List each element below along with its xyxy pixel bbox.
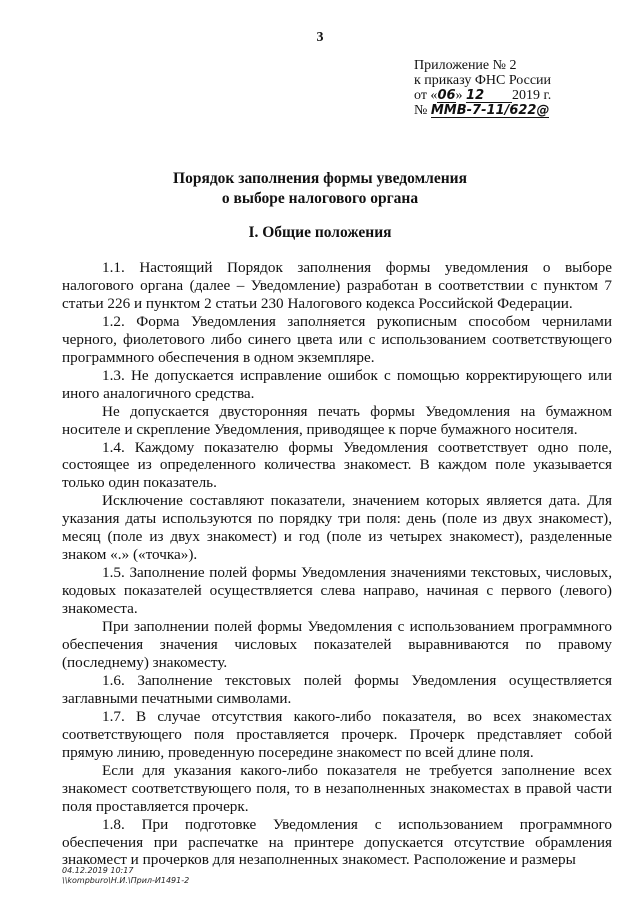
appendix-order-ref: к приказу ФНС России — [414, 73, 552, 88]
number-prefix: № — [414, 103, 431, 118]
appendix-date — [414, 88, 624, 103]
appendix-number — [414, 103, 624, 118]
section-title: I. Общие положения — [248, 224, 392, 241]
footer-file-path: \\kompburo\Н.И.\Прил-И1491-2 — [62, 876, 190, 885]
paragraph-1-7-continued: Если для указания какого-либо показателя не требуется заполнение всех знакомест соответствующего поля, то в незаполненных знакоместах в правой части поля проставляется прочерк. — [62, 761, 612, 815]
date-month-handwritten: 12 — [466, 89, 512, 103]
paragraph-1-4-continued: Исключение составляют показатели, значением которых является дата. Для указания даты используются по порядку три поля: день (поле из двух знакомест), месяц (поле из двух знакомест) и год (поле из четырех знакомест), разделенные знаком «.» («точка»). — [62, 492, 612, 564]
appendix-block — [414, 58, 624, 118]
order-number-handwritten: ММВ-7-11/622@ — [430, 103, 550, 118]
document-title — [0, 169, 640, 209]
paragraph-1-5: 1.5. Заполнение полей формы Уведомления значениями текстовых, числовых, кодовых показателей осуществляется слева направо, начиная с первого (левого) знакоместа. — [62, 564, 612, 618]
footer-timestamp: 04.12.2019 10:17 — [62, 866, 134, 875]
title-line-1: Порядок заполнения формы уведомления — [173, 170, 467, 187]
date-year: 2019 г. — [512, 88, 552, 103]
paragraph-1-8: 1.8. При подготовке Уведомления с использованием программного обеспечения при распечатке на принтере допускается отсутствие обрамления знакомест и прочерков для незаполненных знакомест. Расположение и размеры — [62, 815, 612, 869]
paragraph-1-4: 1.4. Каждому показателю формы Уведомления соответствует одно поле, состоящее из определенного количества знакомест. В каждом поле указывается только один показатель. — [62, 438, 612, 492]
appendix-title: Приложение № 2 — [414, 58, 517, 73]
paragraph-1-3: 1.3. Не допускается исправление ошибок с помощью корректирующего или иного аналогичного средства. — [62, 366, 612, 402]
date-mid: » — [455, 88, 467, 103]
paragraph-1-2: 1.2. Форма Уведомления заполняется рукописным способом чернилами черного, фиолетового либо синего цвета или с использованием соответствующего программного обеспечения в одном экземпляре. — [62, 312, 612, 366]
body-text — [62, 259, 612, 869]
paragraph-1-5-continued: При заполнении полей формы Уведомления с использованием программного обеспечения значения числовых показателей выравниваются по правому (последнему) знакоместу. — [62, 618, 612, 671]
date-day-handwritten: 06 — [437, 88, 456, 103]
page-number: 3 — [316, 30, 324, 45]
paragraph-1-7: 1.7. В случае отсутствия какого-либо показателя, во всех знакоместах соответствующего поля проставляется прочерк. Прочерк представляет собой прямую линию, проведенную посередине знакомест по всей длине поля. — [62, 707, 612, 761]
date-prefix: от « — [414, 88, 438, 103]
paragraph-1-3-continued: Не допускается двусторонняя печать формы Уведомления на бумажном носителе и скрепление Уведомления, приводящее к порче бумажного носителя. — [62, 402, 612, 438]
paragraph-1-6: 1.6. Заполнение текстовых полей формы Уведомления осуществляется заглавными печатными символами. — [62, 671, 612, 707]
footer-file-info — [62, 866, 189, 886]
paragraph-1-1: 1.1. Настоящий Порядок заполнения формы уведомления о выборе налогового органа (далее – Уведомление) разработан в соответствии с пунктом 7 статьи 226 и пунктом 2 статьи 230 Налогового кодекса Российской Федерации. — [62, 259, 612, 312]
title-line-2: о выборе налогового органа — [221, 190, 419, 207]
